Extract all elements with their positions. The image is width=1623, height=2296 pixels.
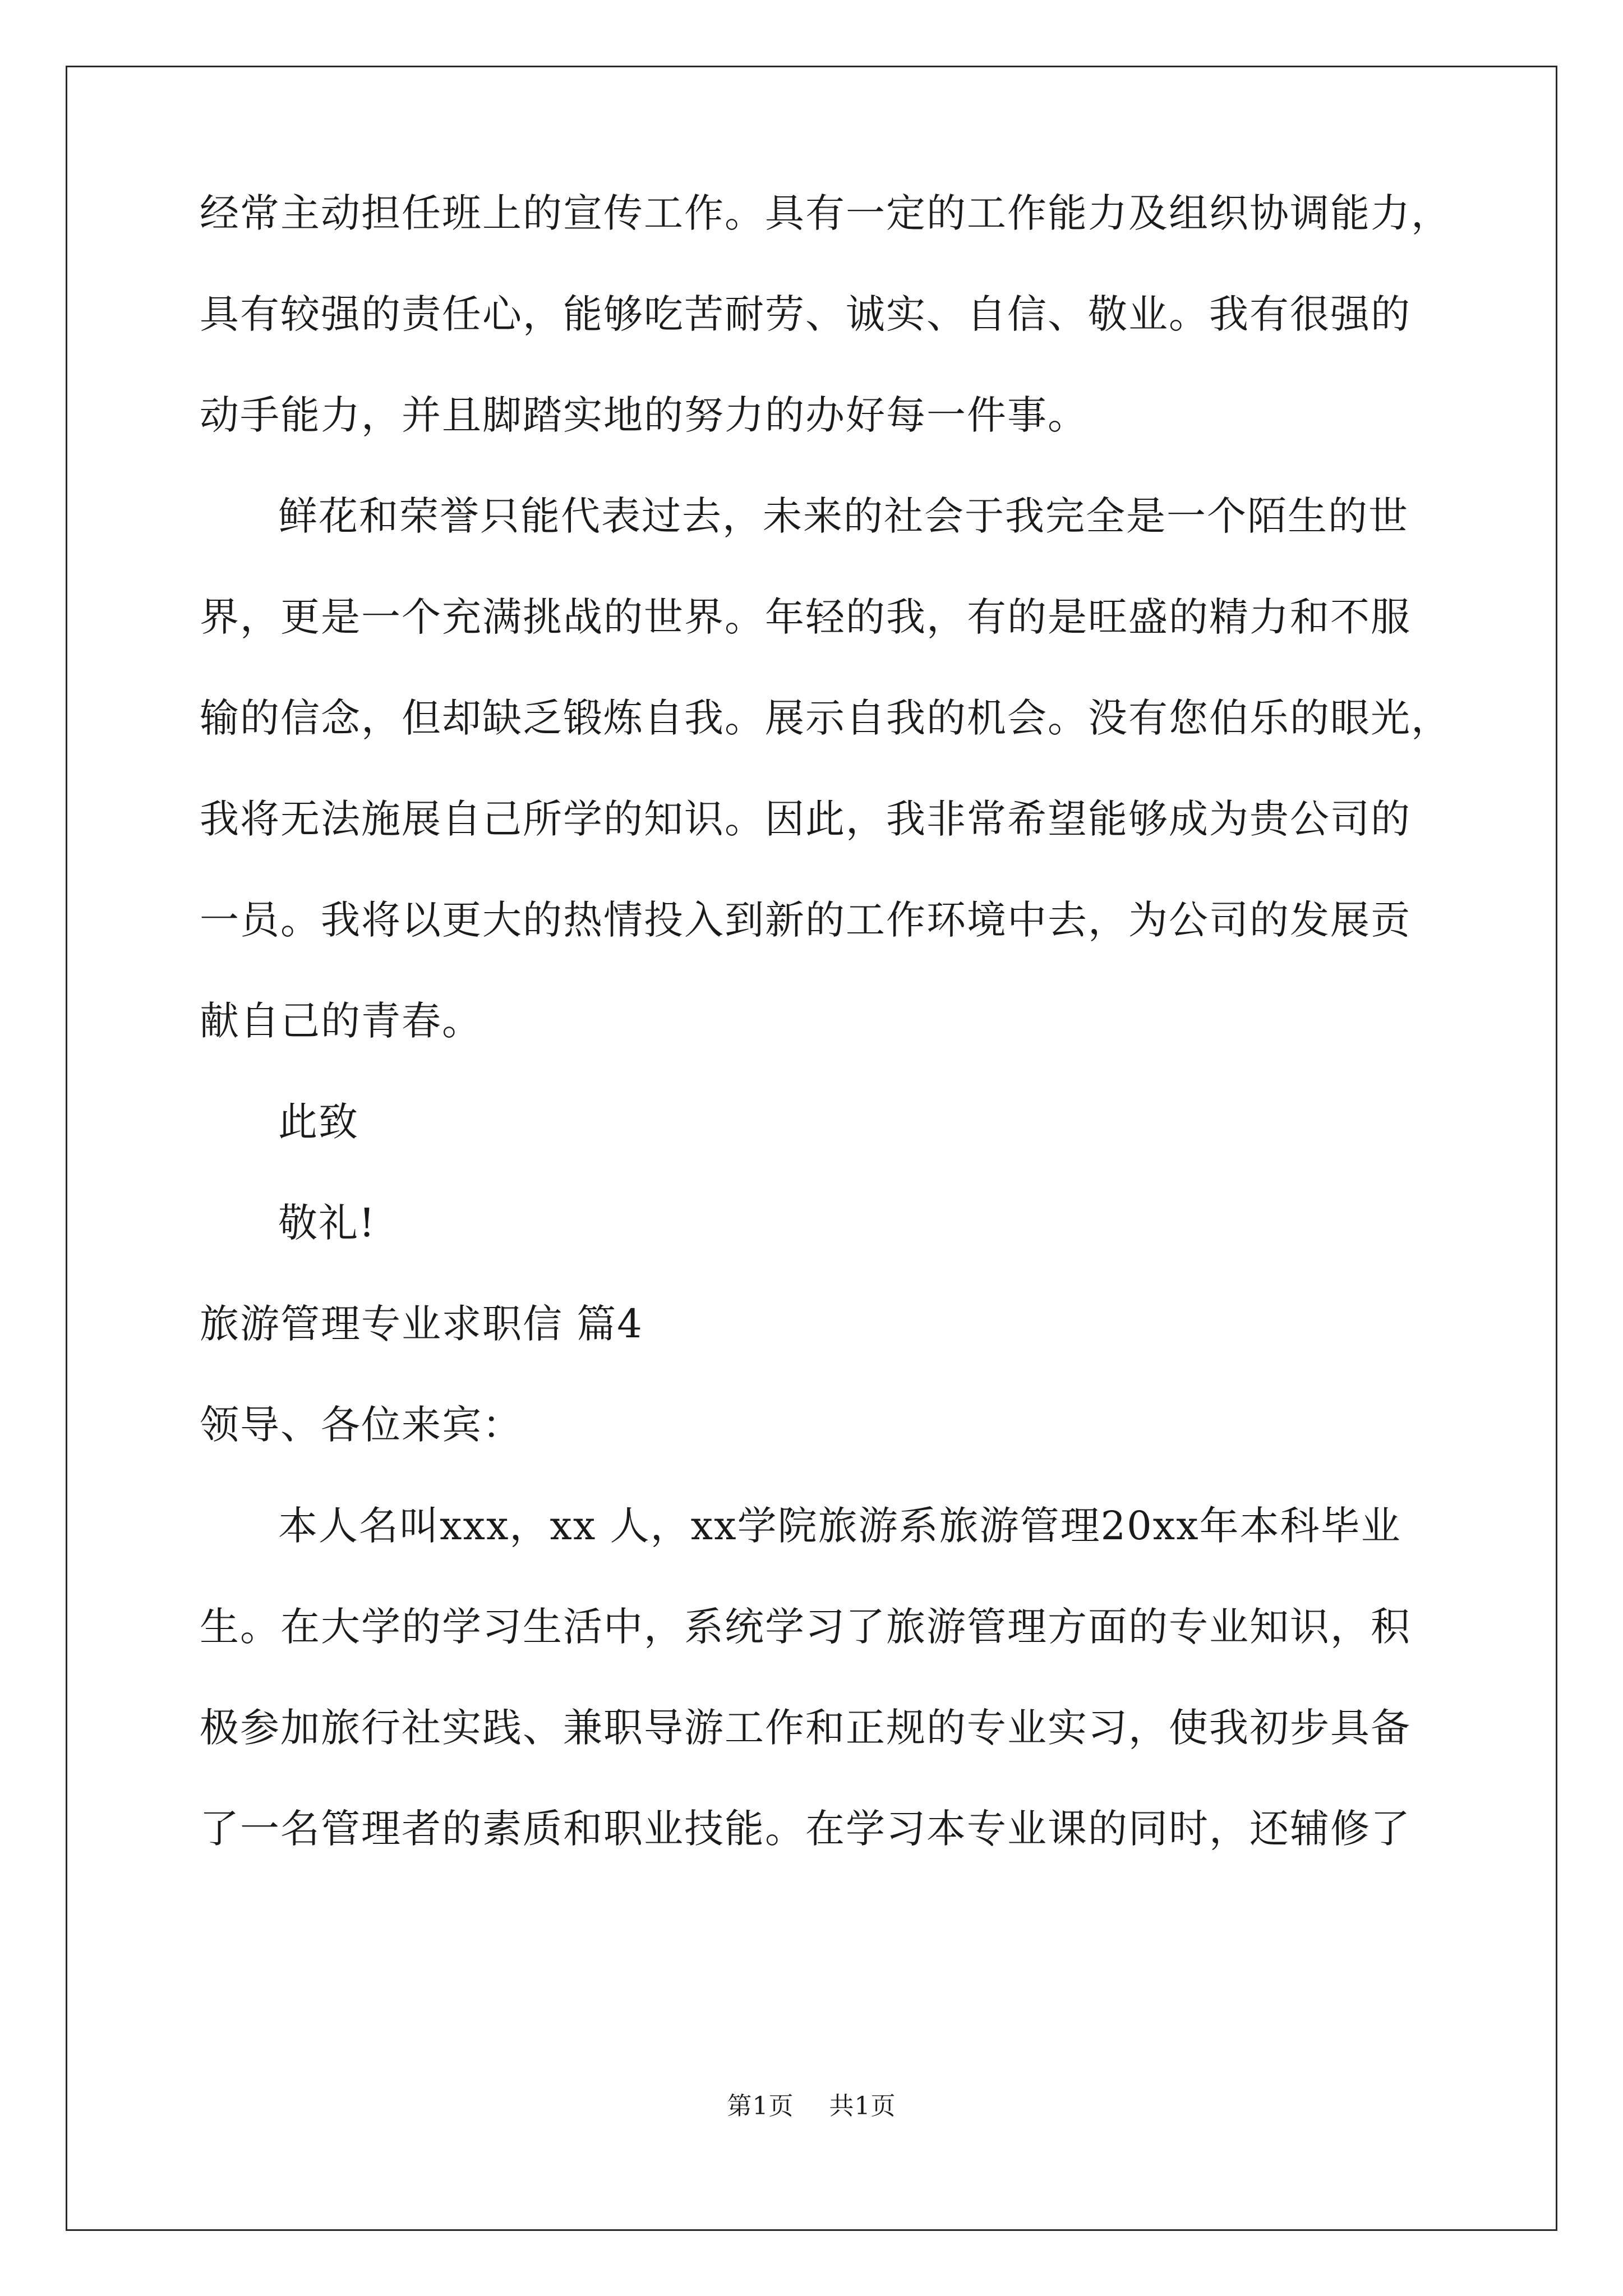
text-line: 极参加旅行社实践、兼职导游工作和正规的专业实习，使我初步具备 [200,1705,1411,1751]
page-number: 第1页 [727,2092,794,2120]
text-line: 鲜花和荣誉只能代表过去，未来的社会于我完全是一个陌生的世 [278,493,1409,539]
text-line: 界，更是一个充满挑战的世界。年轻的我，有的是旺盛的精力和不服 [200,594,1411,640]
salutation: 领导、各位来宾： [200,1402,523,1448]
text-line: 具有较强的责任心，能够吃苦耐劳、诚实、自信、敬业。我有很强的 [200,291,1411,337]
text-line: 经常主动担任班上的宣传工作。具有一定的工作能力及组织协调能力， [200,190,1451,236]
text-line: 了一名管理者的素质和职业技能。在学习本专业课的同时，还辅修了 [200,1806,1411,1852]
closing-greeting: 此致 [278,1099,359,1145]
text-line: 动手能力，并且脚踏实地的努力的办好每一件事。 [200,392,1088,438]
text-line: 生。在大学的学习生活中，系统学习了旅游管理方面的专业知识，积 [200,1604,1411,1650]
section-title: 旅游管理专业求职信 篇4 [200,1301,643,1347]
text-line: 一员。我将以更大的热情投入到新的工作环境中去，为公司的发展贡 [200,897,1411,943]
page-count: 共1页 [829,2092,896,2120]
text-line: 本人名叫xxx，xx 人，xx学院旅游系旅游管理20xx年本科毕业 [278,1503,1401,1549]
text-line: 我将无法施展自己所学的知识。因此，我非常希望能够成为贵公司的 [200,796,1411,842]
page-footer [0,2090,1623,2123]
text-line: 献自己的青春。 [200,998,482,1044]
closing-salute: 敬礼! [278,1200,376,1246]
text-line: 输的信念，但却缺乏锻炼自我。展示自我的机会。没有您伯乐的眼光， [200,695,1451,741]
